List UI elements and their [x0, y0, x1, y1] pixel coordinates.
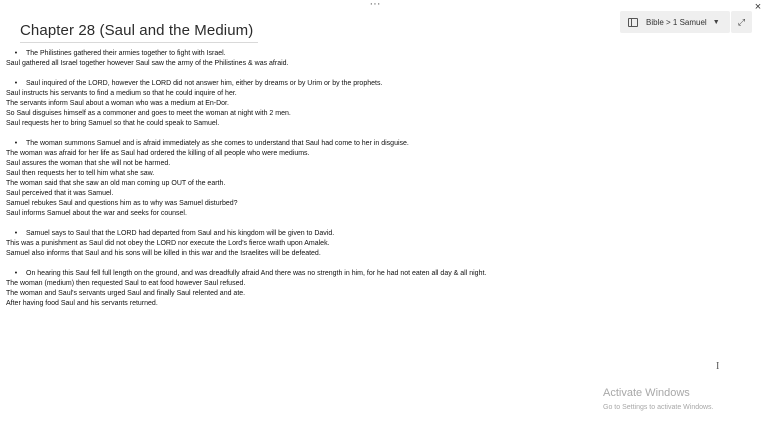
activation-watermark — [603, 387, 714, 413]
notebook-icon — [628, 18, 638, 27]
note-line[interactable]: Saul informs Samuel about the war and seeks for counsel. — [6, 210, 187, 217]
note-line[interactable]: The woman was afraid for her life as Saul had ordered the killing of all people who were mediums. — [6, 150, 310, 157]
note-line[interactable]: Saul requests her to bring Samuel so that he could speak to Samuel. — [6, 120, 220, 127]
bullet-text: The woman summons Samuel and is afraid immediately as she comes to understand that Saul had come to her in disguise. — [26, 140, 409, 147]
title-divider — [20, 42, 258, 43]
note-paragraph — [6, 269, 746, 309]
bullet-icon: • — [14, 140, 18, 147]
bullet-icon: • — [14, 50, 18, 57]
note-line[interactable]: After having food Saul and his servants returned. — [6, 300, 158, 307]
bullet-item[interactable] — [6, 139, 746, 149]
bullet-icon: • — [14, 230, 18, 237]
watermark-title: Activate Windows — [603, 387, 690, 399]
note-line[interactable]: The woman said that she saw an old man coming up OUT of the earth. — [6, 180, 226, 187]
note-line[interactable]: This was a punishment as Saul did not obey the LORD nor execute the Lord's fierce wrath upon Amalek. — [6, 240, 330, 247]
note-paragraph — [6, 229, 746, 259]
chevron-down-icon: ▼ — [712, 18, 720, 26]
bullet-item[interactable] — [6, 269, 746, 279]
note-line[interactable]: So Saul disguises himself as a commoner and goes to meet the woman at night with 2 men. — [6, 110, 291, 117]
bullet-icon: • — [14, 80, 18, 87]
note-paragraph — [6, 139, 746, 219]
notebook-selector-button[interactable] — [620, 11, 730, 33]
notebook-label: Bible > 1 Samuel — [646, 17, 707, 27]
bullet-icon: • — [14, 270, 18, 277]
watermark-subtitle: Go to Settings to activate Windows. — [603, 404, 714, 411]
page-title[interactable]: Chapter 28 (Saul and the Medium) — [20, 22, 254, 39]
expand-icon[interactable]: ⤢ — [731, 11, 752, 33]
bullet-item[interactable] — [6, 79, 746, 89]
note-line[interactable]: The servants inform Saul about a woman who was a medium at En-Dor. — [6, 100, 229, 107]
note-line[interactable]: The woman and Saul's servants urged Saul and finally Saul relented and ate. — [6, 290, 246, 297]
note-line[interactable]: Samuel also informs that Saul and his sons will be killed in this war and the Israelites will be defeated. — [6, 250, 321, 257]
bullet-text: Saul inquired of the LORD, however the LORD did not answer him, either by dreams or by Urim or by the prophets. — [26, 80, 383, 87]
bullet-text: Samuel says to Saul that the LORD had departed from Saul and his kingdom will be given to David. — [26, 230, 335, 237]
note-paragraph — [6, 49, 746, 69]
bullet-item[interactable] — [6, 49, 746, 59]
bullet-text: The Philistines gathered their armies together to fight with Israel. — [26, 50, 226, 57]
note-line[interactable]: Saul gathered all Israel together however Saul saw the army of the Philistines & was afraid. — [6, 60, 289, 67]
note-line[interactable]: Saul then requests her to tell him what she saw. — [6, 170, 155, 177]
more-options-icon[interactable]: ··· — [369, 0, 381, 10]
text-cursor-icon: I — [716, 361, 720, 372]
note-line[interactable]: Saul assures the woman that she will not be harmed. — [6, 160, 171, 167]
note-line[interactable]: The woman (medium) then requested Saul to eat food however Saul refused. — [6, 280, 246, 287]
bullet-item[interactable] — [6, 229, 746, 239]
bullet-text: On hearing this Saul fell full length on the ground, and was dreadfully afraid And there was no strength in him, for he had not eaten all day & all night. — [26, 270, 487, 277]
note-line[interactable]: Saul instructs his servants to find a medium so that he could inquire of her. — [6, 90, 237, 97]
note-line[interactable]: Samuel rebukes Saul and questions him as to why was Samuel disturbed? — [6, 200, 238, 207]
note-content[interactable] — [6, 49, 746, 319]
note-line[interactable]: Saul perceived that it was Samuel. — [6, 190, 114, 197]
close-icon[interactable]: × — [754, 1, 762, 13]
note-paragraph — [6, 79, 746, 129]
